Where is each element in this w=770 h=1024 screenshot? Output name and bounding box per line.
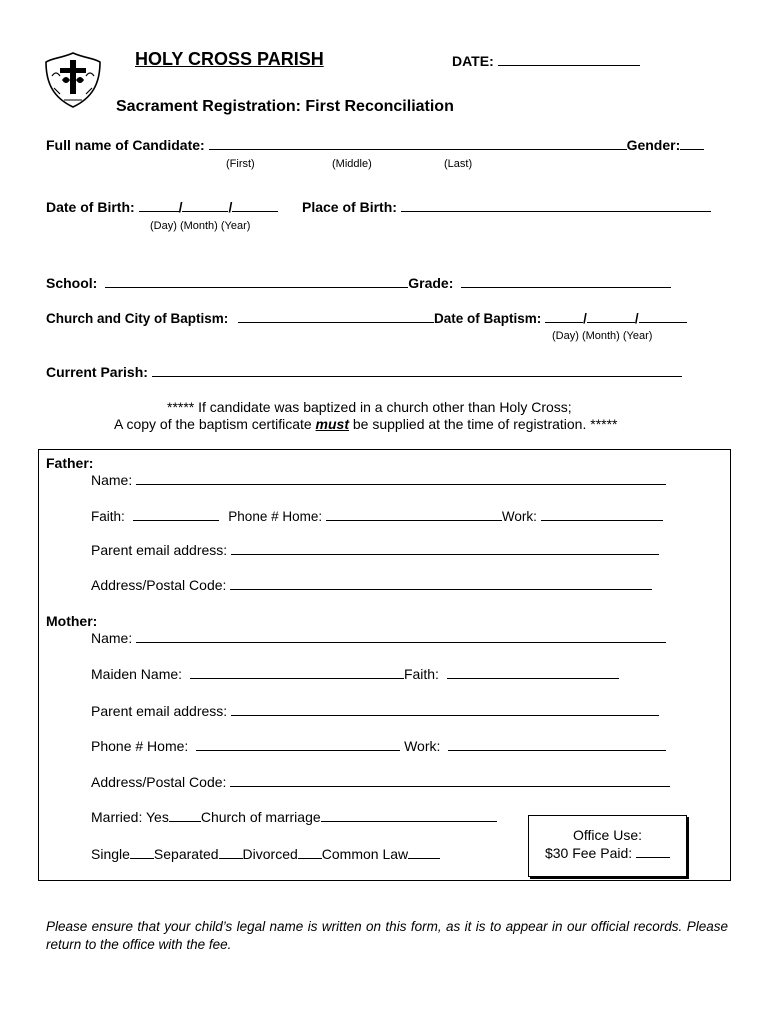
office-use-box bbox=[528, 815, 687, 877]
mother-address-label: Address/Postal Code: bbox=[91, 774, 227, 790]
separated-label: Separated bbox=[153, 846, 219, 862]
father-heading: Father: bbox=[46, 455, 94, 471]
single-label: Single bbox=[91, 846, 130, 862]
church-of-marriage-label: Church of marriage bbox=[200, 809, 321, 825]
footer-note: Please ensure that your child’s legal name is written on this form, as it is to appear in our official records. Please return to the office with the fee. bbox=[46, 919, 728, 952]
fee-paid-label: $30 Fee Paid: bbox=[544, 845, 633, 861]
father-name-label: Name: bbox=[91, 472, 133, 488]
mother-work-label: Work: bbox=[404, 738, 441, 754]
father-address-label: Address/Postal Code: bbox=[91, 577, 227, 593]
date-of-birth-field[interactable]: Date of Birth: / / bbox=[46, 199, 278, 215]
dob-hint: (Day) (Month) (Year) bbox=[150, 220, 251, 232]
father-faith-label: Faith: bbox=[91, 509, 125, 524]
current-parish-field[interactable] bbox=[46, 364, 682, 380]
church-city-label: Church and City of Baptism: bbox=[46, 311, 229, 326]
mother-maiden-label: Maiden Name: bbox=[91, 666, 183, 682]
notice-line-2 bbox=[114, 416, 618, 432]
current-parish-label: Current Parish: bbox=[46, 364, 148, 380]
mother-email-label: Parent email address: bbox=[91, 703, 228, 719]
common-law-label: Common Law bbox=[321, 846, 409, 862]
dob-label: Date of Birth: bbox=[46, 199, 135, 215]
divorced-label: Divorced bbox=[242, 846, 298, 862]
mother-phone-label: Phone # Home: bbox=[91, 738, 189, 754]
father-address-field[interactable] bbox=[91, 577, 652, 593]
form-subtitle: Sacrament Registration: First Reconciliation bbox=[116, 98, 454, 115]
father-faith-phone-field[interactable] bbox=[91, 509, 663, 524]
first-hint: (First) bbox=[226, 158, 255, 170]
mother-phone-field[interactable] bbox=[91, 738, 666, 754]
notice-text-a: A copy of the baptism certificate bbox=[114, 416, 316, 432]
full-name-field[interactable] bbox=[46, 137, 704, 153]
mother-faith-label: Faith: bbox=[403, 666, 439, 682]
baptism-hint: (Day) (Month) (Year) bbox=[552, 330, 653, 342]
married-yes-label: Married: Yes bbox=[91, 809, 169, 825]
place-of-birth-label: Place of Birth: bbox=[302, 199, 397, 215]
full-name-label: Full name of Candidate: bbox=[46, 137, 205, 153]
parish-title: HOLY CROSS PARISH bbox=[135, 49, 324, 69]
notice-text-b: be supplied at the time of registration. ***** bbox=[349, 416, 618, 432]
father-email-field[interactable] bbox=[91, 542, 659, 558]
mother-address-field[interactable] bbox=[91, 774, 670, 790]
school-label: School: bbox=[46, 275, 98, 291]
school-field[interactable] bbox=[46, 275, 671, 291]
date-label: DATE: bbox=[452, 53, 494, 69]
father-email-label: Parent email address: bbox=[91, 542, 228, 558]
mother-maiden-faith-field[interactable] bbox=[91, 666, 619, 682]
church-baptism-field[interactable]: Church and City of Baptism: Date of Baptism: / / bbox=[46, 311, 687, 326]
gender-label: Gender: bbox=[626, 137, 681, 153]
father-phone-label: Phone # Home: bbox=[228, 509, 323, 524]
parish-logo bbox=[42, 50, 104, 110]
grade-label: Grade: bbox=[408, 275, 454, 291]
father-work-label: Work: bbox=[501, 509, 537, 524]
fee-paid-field[interactable] bbox=[529, 844, 686, 862]
mother-heading: Mother: bbox=[46, 613, 98, 629]
notice-line-1: ***** If candidate was baptized in a church other than Holy Cross; bbox=[167, 399, 572, 415]
father-name-field[interactable] bbox=[91, 472, 666, 488]
date-of-baptism-label: Date of Baptism: bbox=[434, 311, 542, 326]
marital-married-row[interactable] bbox=[91, 809, 497, 825]
date-field[interactable] bbox=[452, 53, 640, 69]
mother-email-field[interactable] bbox=[91, 703, 659, 719]
last-hint: (Last) bbox=[444, 158, 473, 170]
middle-hint: (Middle) bbox=[332, 158, 372, 170]
marital-status-row[interactable] bbox=[91, 846, 440, 862]
notice-must: must bbox=[315, 416, 349, 432]
place-of-birth-field[interactable] bbox=[302, 199, 711, 215]
mother-name-label: Name: bbox=[91, 630, 133, 646]
office-use-label: Office Use: bbox=[573, 827, 642, 843]
mother-name-field[interactable] bbox=[91, 630, 666, 646]
